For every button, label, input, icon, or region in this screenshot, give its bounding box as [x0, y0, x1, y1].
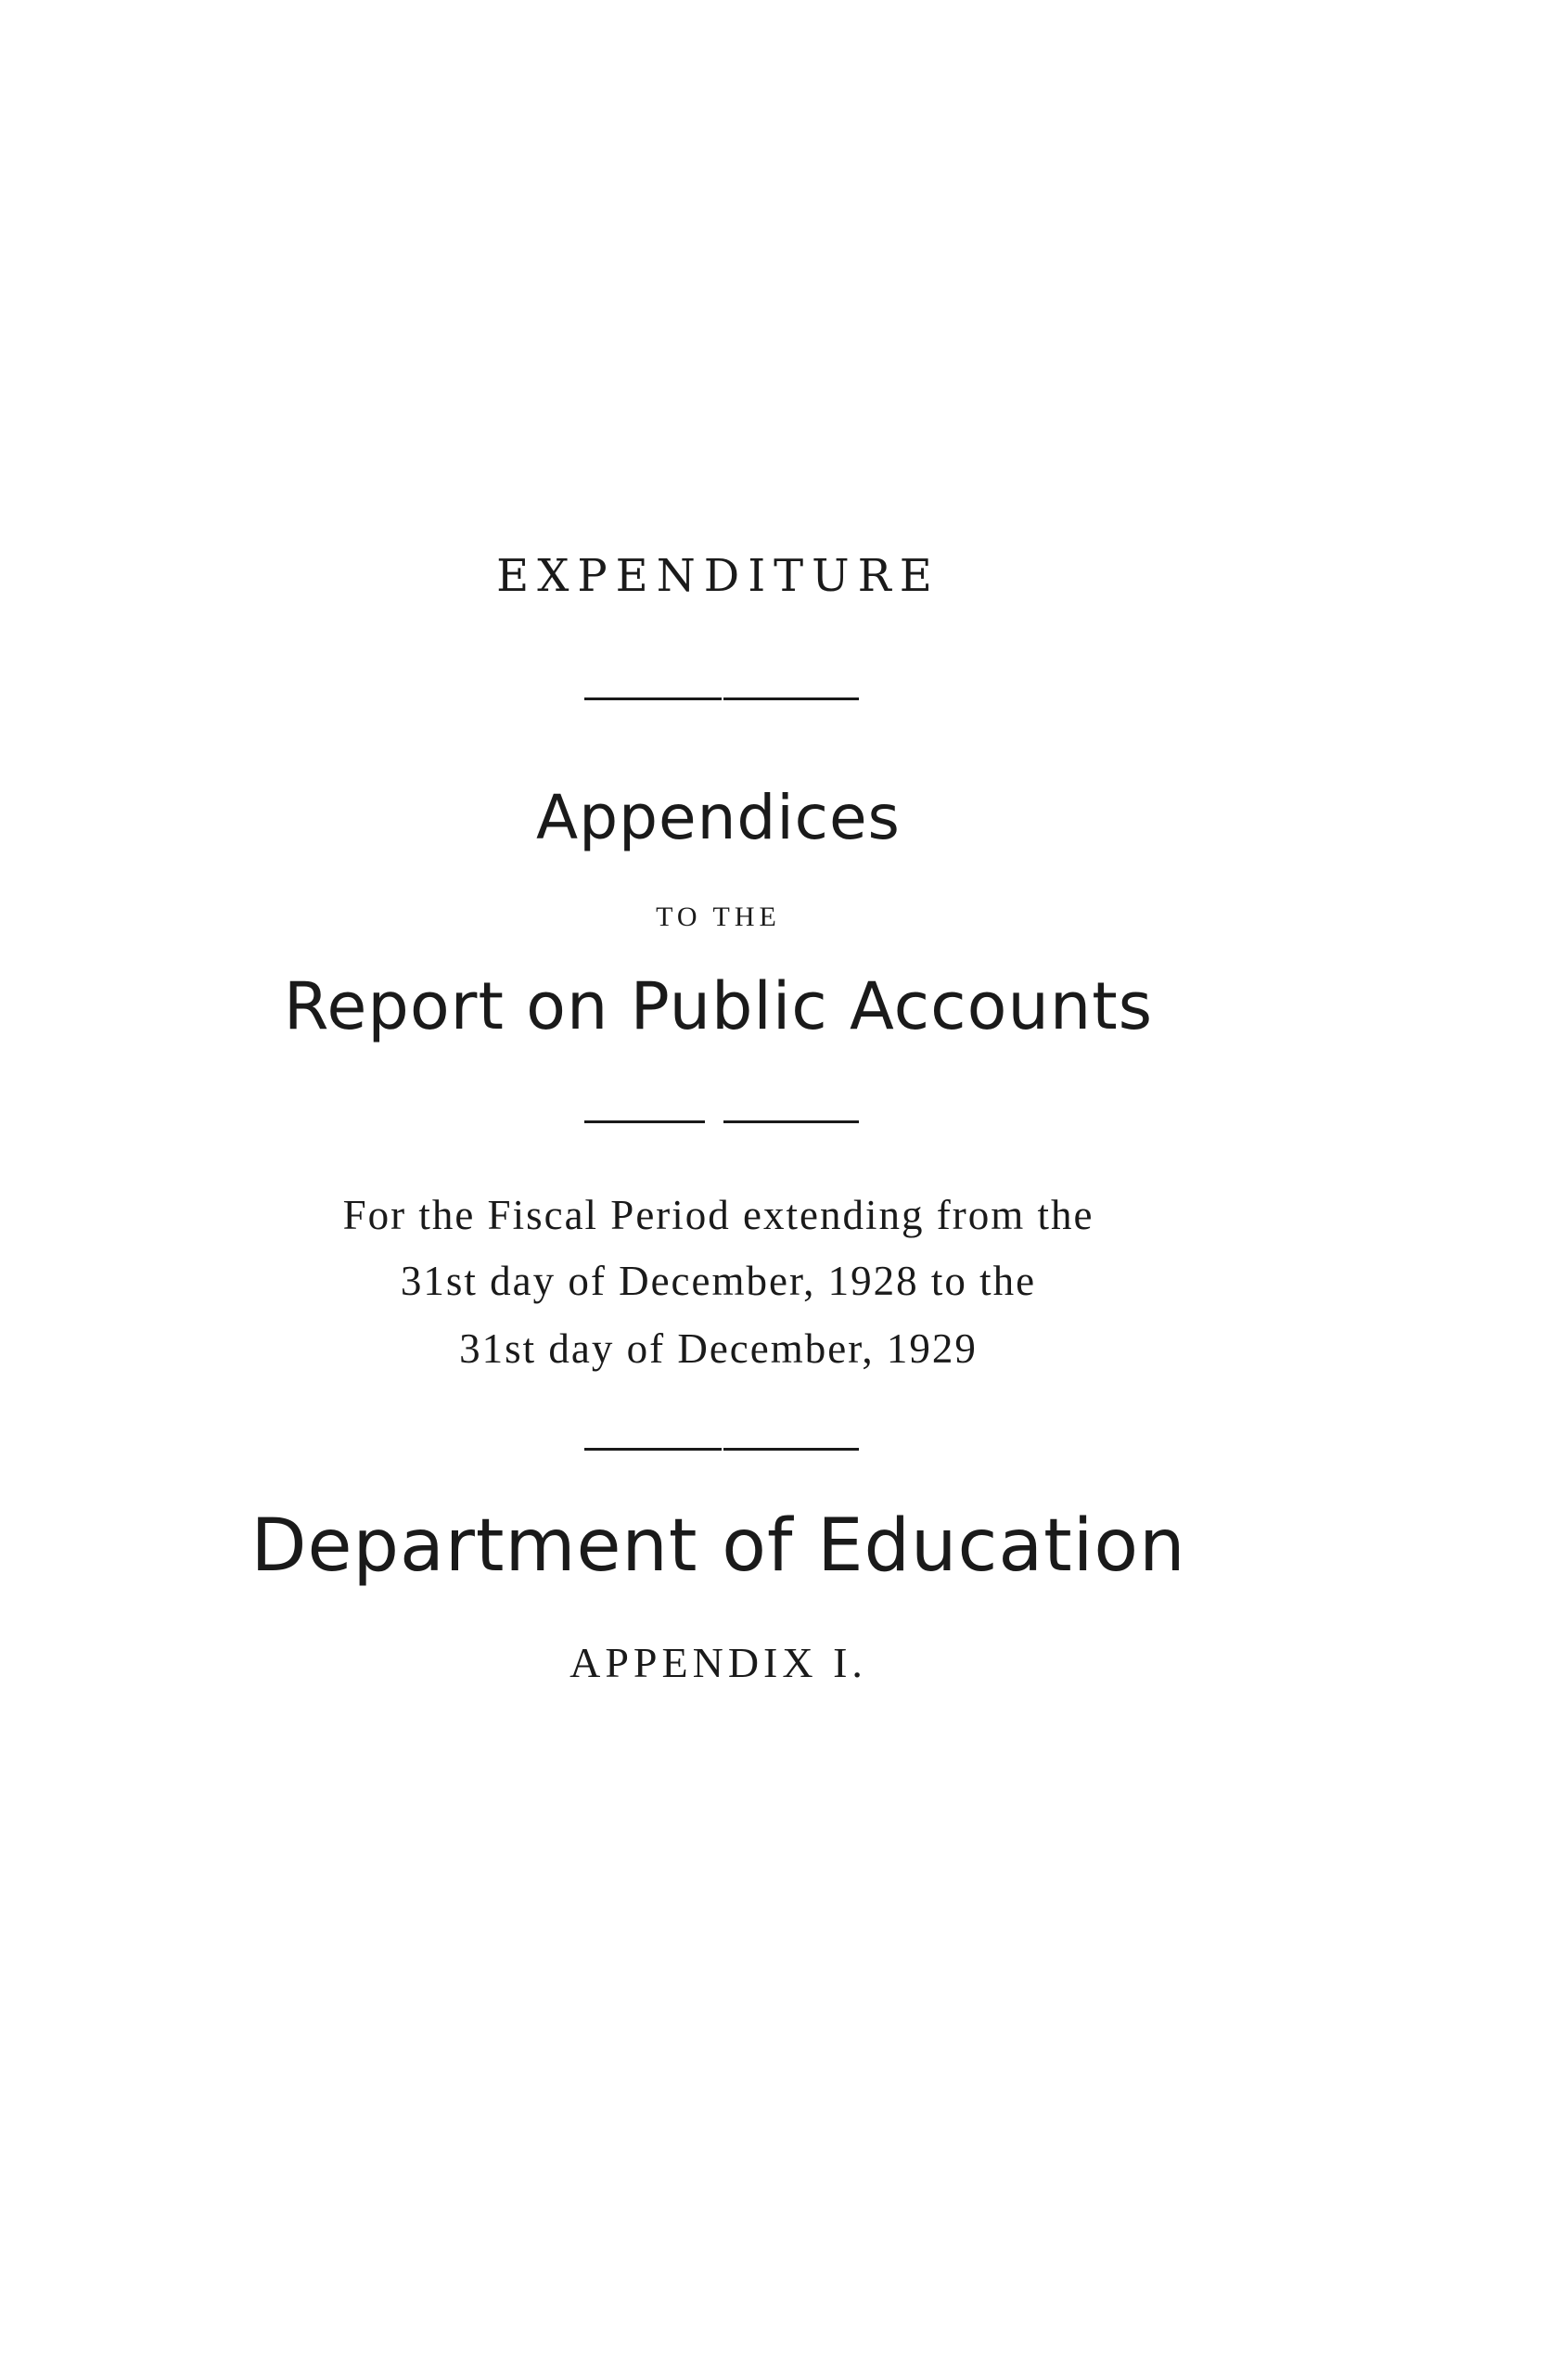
divider-rule — [584, 1448, 722, 1451]
heading-expenditure: EXPENDITURE — [496, 550, 940, 602]
report-title: Report on Public Accounts — [283, 968, 1154, 1044]
fiscal-period-line-3: 31st day of December, 1929 — [459, 1325, 978, 1372]
fiscal-period-line-1: For the Fiscal Period extending from the — [342, 1192, 1094, 1238]
divider-rule — [584, 1120, 705, 1123]
appendix-label: APPENDIX I. — [569, 1639, 867, 1686]
divider-rule — [723, 697, 859, 700]
fiscal-period-line-2: 31st day of December, 1928 to the — [400, 1258, 1037, 1304]
divider-rule — [584, 697, 722, 700]
divider-rule — [723, 1120, 859, 1123]
appendices-title: Appendices — [536, 782, 901, 853]
to-the-label: TO THE — [656, 902, 781, 932]
divider-rule — [723, 1448, 859, 1451]
department-title: Department of Education — [250, 1504, 1186, 1588]
